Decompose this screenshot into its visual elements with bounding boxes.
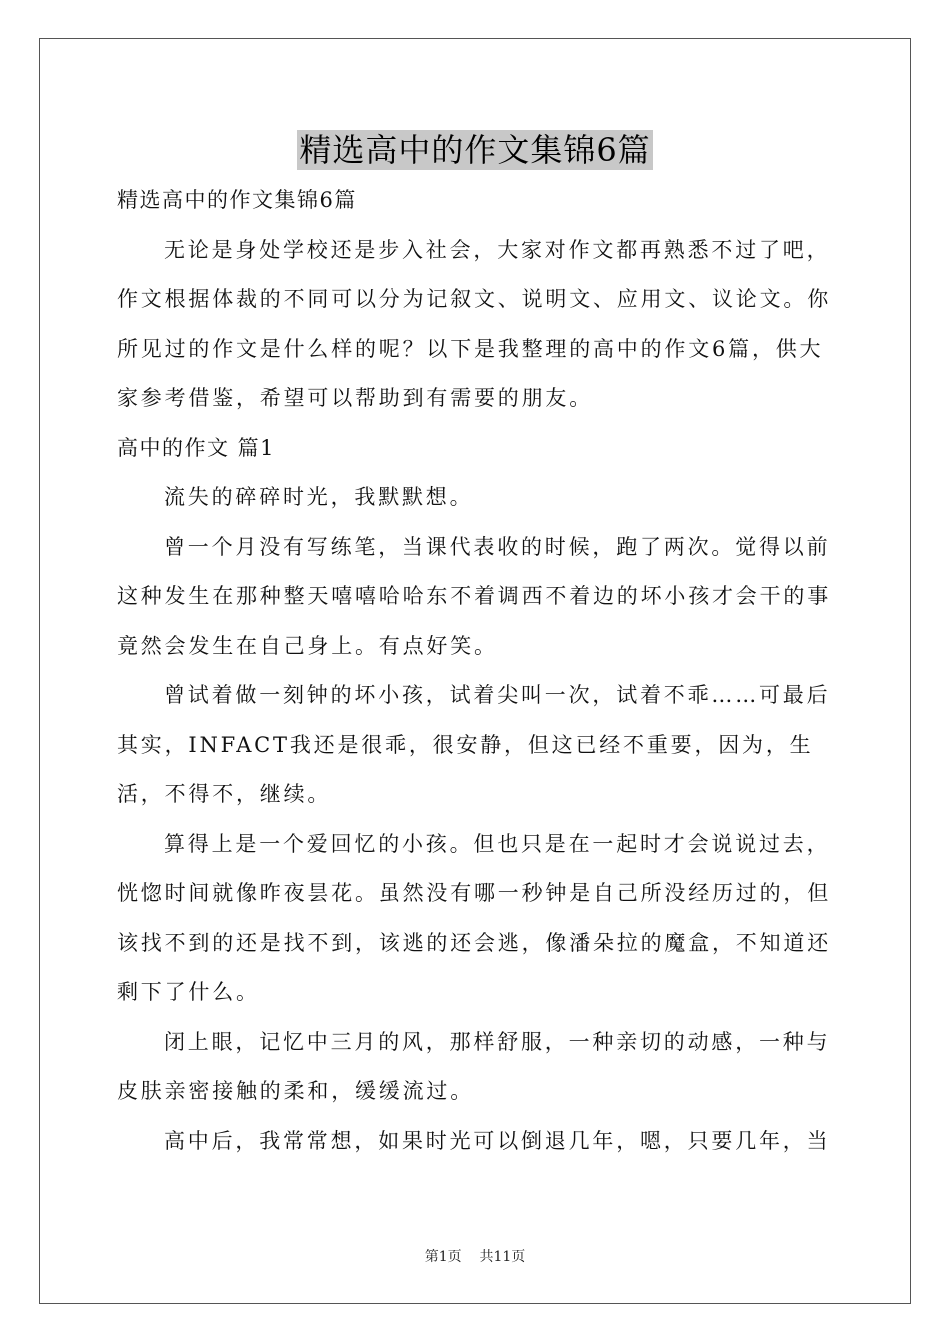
page-number: 第1页 [424, 1249, 462, 1265]
body-paragraph-2: 曾一个月没有写练笔，当课代表收的时候，跑了两次。觉得以前这种发生在那种整天嘻嘻哈哈东不着调西不着边的坏小孩才会干的事竟然会发生在自己身上。有点好笑。 [117, 534, 831, 658]
page-total: 共11页 [479, 1249, 526, 1265]
body-paragraph-1: 流失的碎碎时光，我默默想。 [164, 485, 474, 509]
body-paragraph-4: 算得上是一个爱回忆的小孩。但也只是在一起时才会说说过去，恍惚时间就像昨夜昙花。虽然没有哪一秒钟是自己所没经历过的，但该找不到的还是找不到，该逃的还会逃，像潘朵拉的魔盒，不知道还剩下了什么。 [117, 831, 831, 1004]
document-title: 精选高中的作文集锦6篇 [299, 131, 651, 169]
title-area [0, 130, 950, 170]
body-paragraph-5: 闭上眼，记忆中三月的风，那样舒服，一种亲切的动感，一种与皮肤亲密接触的柔和，缓缓流过。 [117, 1029, 831, 1103]
document-body [117, 176, 842, 1166]
intro-paragraph: 无论是身处学校还是步入社会，大家对作文都再熟悉不过了吧，作文根据体裁的不同可以分为记叙文、说明文、应用文、议论文。你所见过的作文是什么样的呢？以下是我整理的高中的作文6篇，供大家参考借鉴，希望可以帮助到有需要的朋友。 [117, 237, 831, 410]
body-paragraph-6: 高中后，我常常想，如果时光可以倒退几年，嗯，只要几年，当 [164, 1128, 831, 1153]
document-subtitle: 精选高中的作文集锦6篇 [117, 188, 357, 212]
section-heading: 高中的作文 篇1 [117, 435, 276, 460]
page-footer [0, 1246, 950, 1266]
body-paragraph-3: 曾试着做一刻钟的坏小孩，试着尖叫一次，试着不乖……可最后其实，INFACT我还是很乖，很安静，但这已经不重要，因为，生活，不得不，继续。 [117, 683, 831, 806]
